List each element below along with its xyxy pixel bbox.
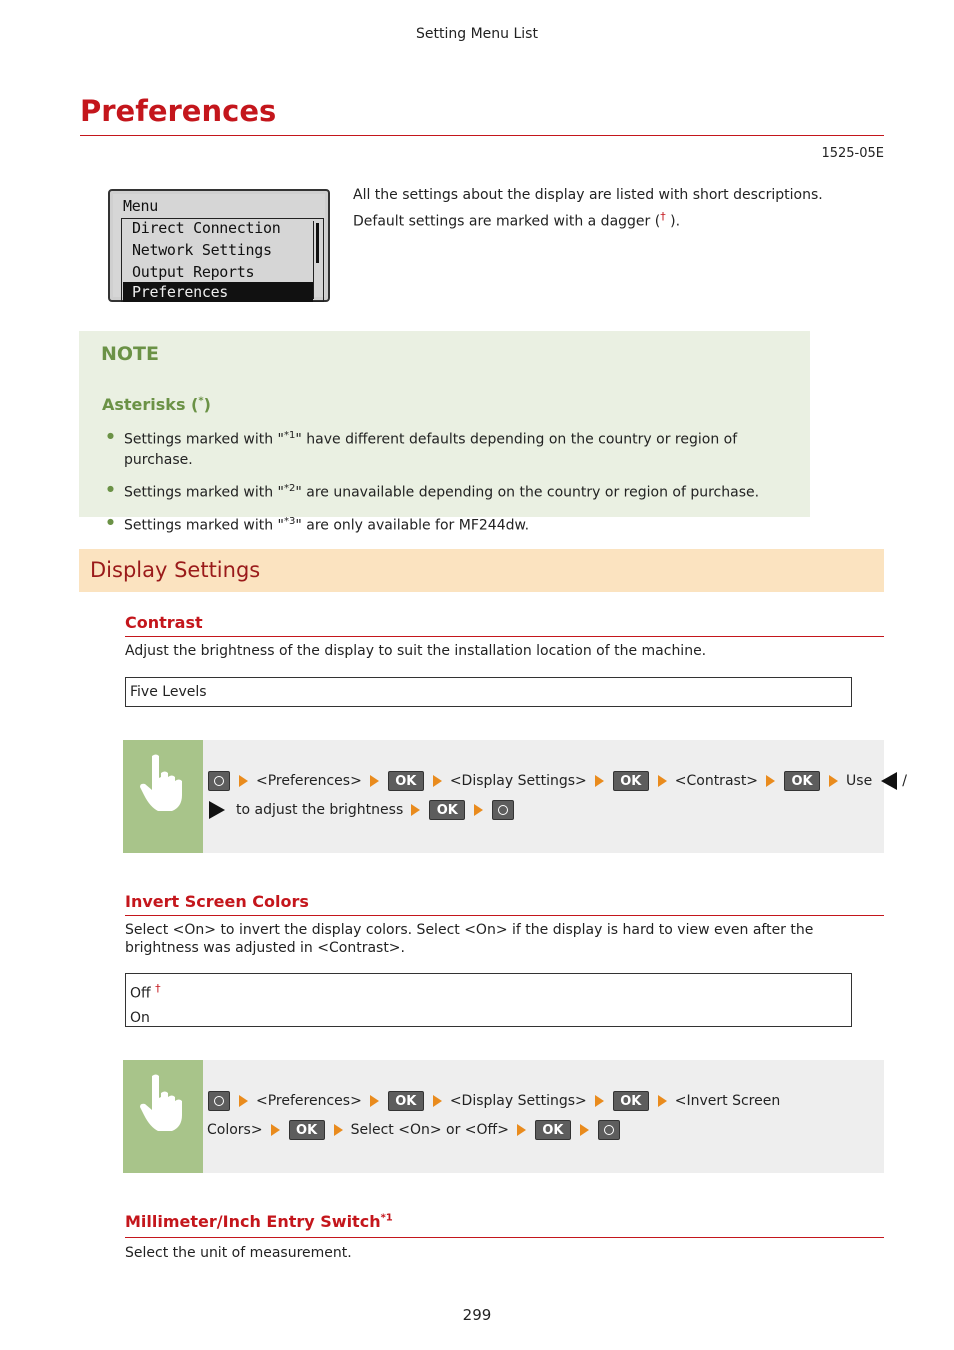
lcd-title: Menu <box>123 197 158 215</box>
home-button-icon <box>208 1091 230 1111</box>
step-arrow-icon <box>580 1124 589 1136</box>
note-title: NOTE <box>101 343 159 365</box>
step-arrow-icon <box>658 1095 667 1107</box>
contrast-description: Adjust the brightness of the display to suit the installation location of the machine. <box>125 643 707 659</box>
hand-pointer-icon <box>138 752 188 812</box>
list-item-text: Settings marked with " <box>124 431 284 448</box>
home-button-icon <box>208 771 230 791</box>
lcd-item: Output Reports <box>132 263 255 281</box>
step-text: to adjust the brightness <box>236 802 404 818</box>
step-text: <Contrast> <box>674 773 759 789</box>
lcd-item: Network Settings <box>132 241 272 259</box>
intro-text: All the settings about the display are listed with short descriptions. Default settings are marked with a dagger ( <box>353 187 823 230</box>
lcd-menu-display <box>108 189 330 302</box>
list-item <box>107 512 810 536</box>
step-arrow-icon <box>766 775 775 787</box>
left-arrow-key-icon <box>881 772 897 790</box>
lcd-scrollbar <box>313 221 321 299</box>
step-arrow-icon <box>370 1095 379 1107</box>
mm-inch-heading <box>125 1212 393 1231</box>
invert-value-row <box>126 977 851 1006</box>
step-arrow-icon <box>433 1095 442 1107</box>
step-text: <Display Settings> <box>449 773 587 789</box>
invert-value-off: Off <box>130 985 151 1002</box>
step-arrow-icon <box>474 804 483 816</box>
footnote-sup: *1 <box>284 430 296 441</box>
mm-inch-heading-text: Millimeter/Inch Entry Switch <box>125 1212 381 1231</box>
invert-heading: Invert Screen Colors <box>125 892 309 911</box>
step-text: / <box>902 773 907 789</box>
invert-divider <box>125 915 884 916</box>
asterisks-heading-close: ) <box>203 395 211 414</box>
footnote-sup: *2 <box>284 483 296 495</box>
step-arrow-icon <box>829 775 838 787</box>
list-item <box>107 479 810 503</box>
contrast-value-box <box>125 677 852 707</box>
invert-description: Select <On> to invert the display colors. Select <On> if the display is hard to view even after the brightness was adjusted in <Contrast>. <box>125 922 814 956</box>
asterisks-heading <box>102 395 211 414</box>
intro-tail: ). <box>665 213 681 230</box>
step-arrow-icon <box>595 1095 604 1107</box>
contrast-steps-line-1 <box>206 769 908 793</box>
lcd-selected-row <box>123 282 313 302</box>
page-title: Preferences <box>80 94 277 128</box>
list-item-text: " are unavailable depending on the country or region of purchase. <box>295 484 760 501</box>
home-button-icon <box>492 800 514 820</box>
dagger-mark: † <box>660 210 666 223</box>
step-arrow-icon <box>239 1095 248 1107</box>
ok-button-icon: OK <box>535 1120 571 1140</box>
list-item-text: Settings marked with " <box>124 517 284 534</box>
document-code: 1525-05E <box>821 146 884 161</box>
list-item-text: " are only available for MF244dw. <box>295 517 530 534</box>
invert-steps-line-1 <box>206 1089 781 1113</box>
hand-pointer-icon <box>138 1072 188 1132</box>
lcd-scroll-thumb <box>316 223 319 263</box>
step-text: Use <box>846 773 873 789</box>
step-text: <Invert Screen <box>674 1093 781 1109</box>
hand-panel <box>123 1060 203 1173</box>
step-arrow-icon <box>517 1124 526 1136</box>
contrast-divider <box>125 636 884 637</box>
invert-value-on: On <box>130 1009 150 1026</box>
asterisk-list <box>107 426 810 545</box>
lcd-item: Direct Connection <box>132 219 281 237</box>
list-item <box>107 426 810 470</box>
step-arrow-icon <box>370 775 379 787</box>
ok-button-icon: OK <box>429 800 465 820</box>
contrast-steps-line-2 <box>206 798 516 822</box>
mm-inch-divider <box>125 1237 884 1238</box>
ok-button-icon: OK <box>784 771 820 791</box>
ok-button-icon: OK <box>289 1120 325 1140</box>
invert-steps-line-2 <box>206 1118 622 1142</box>
lcd-item-selected: Preferences <box>132 283 229 301</box>
invert-operation-box <box>123 1060 884 1173</box>
mm-inch-description: Select the unit of measurement. <box>125 1245 352 1261</box>
hand-panel <box>123 740 203 853</box>
ok-button-icon: OK <box>388 771 424 791</box>
contrast-heading: Contrast <box>125 613 203 632</box>
step-arrow-icon <box>411 804 420 816</box>
section-band <box>79 549 884 592</box>
step-text: <Preferences> <box>256 773 362 789</box>
page-number: 299 <box>462 1306 492 1324</box>
step-text: <Display Settings> <box>449 1093 587 1109</box>
list-item-text: Settings marked with " <box>124 484 284 501</box>
step-arrow-icon <box>595 775 604 787</box>
asterisks-heading-text: Asterisks ( <box>102 395 199 414</box>
list-item-text: " have different defaults depending on the country or region of purchase. <box>124 431 738 468</box>
running-head: Setting Menu List <box>416 26 538 42</box>
ok-button-icon: OK <box>613 1091 649 1111</box>
step-arrow-icon <box>433 775 442 787</box>
asterisk-sup: * <box>198 395 204 407</box>
step-text: <Preferences> <box>256 1093 362 1109</box>
step-text: Select <On> or <Off> <box>350 1122 509 1138</box>
invert-value-box <box>125 973 852 1027</box>
note-box <box>79 331 810 534</box>
ok-button-icon: OK <box>613 771 649 791</box>
ok-button-icon: OK <box>388 1091 424 1111</box>
footnote-sup: *1 <box>380 1212 393 1224</box>
intro-paragraph <box>353 184 873 233</box>
lcd-screen <box>113 194 325 301</box>
title-divider <box>80 135 884 136</box>
dagger-mark: † <box>155 982 161 995</box>
home-button-icon <box>598 1120 620 1140</box>
section-title: Display Settings <box>90 558 261 582</box>
contrast-operation-box <box>123 740 907 853</box>
footnote-sup: *3 <box>284 516 296 528</box>
step-arrow-icon <box>334 1124 343 1136</box>
contrast-value: Five Levels <box>130 684 207 700</box>
step-arrow-icon <box>271 1124 280 1136</box>
step-arrow-icon <box>658 775 667 787</box>
step-text: Colors> <box>207 1122 263 1138</box>
right-arrow-key-icon <box>209 801 225 819</box>
step-arrow-icon <box>239 775 248 787</box>
